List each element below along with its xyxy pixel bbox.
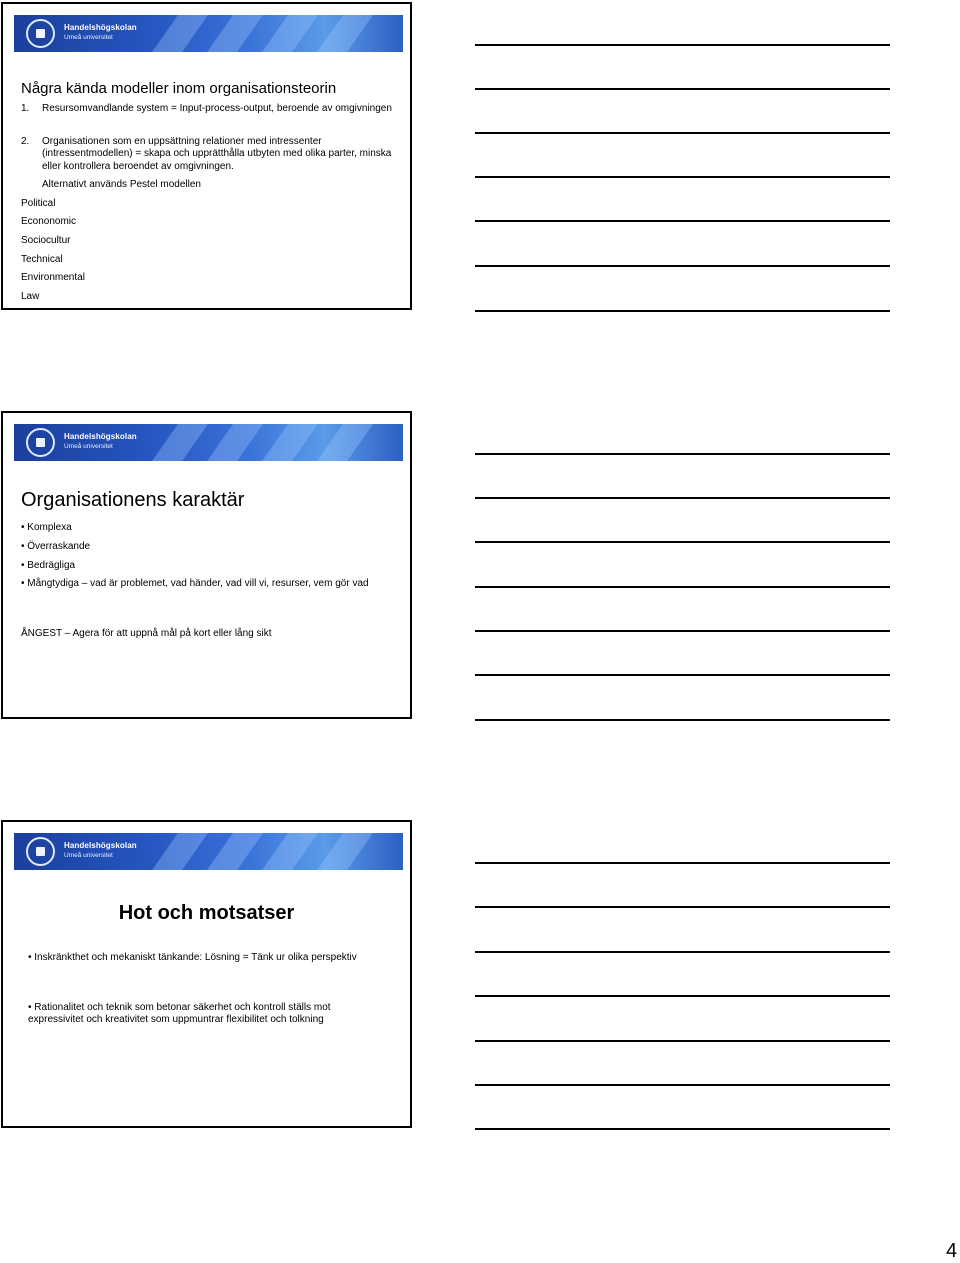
- list-item: Resursomvandlande system = Input-process-output, beroende av omgivningen: [42, 103, 392, 114]
- brand-subtitle: Umeå universitet: [64, 443, 113, 450]
- note-line: [475, 630, 890, 632]
- brand-name: Handelshögskolan: [64, 841, 137, 850]
- note-line: [475, 220, 890, 222]
- note-line: [475, 1084, 890, 1086]
- brand-subtitle: Umeå universitet: [64, 852, 113, 859]
- slide-1: [1, 2, 412, 310]
- note-line: [475, 44, 890, 46]
- pestel-item: Sociocultur: [21, 235, 71, 246]
- university-banner: [14, 15, 403, 52]
- note-line: [475, 132, 890, 134]
- note-line: [475, 719, 890, 721]
- pestel-item: Econonomic: [21, 216, 77, 227]
- note-line: [475, 310, 890, 312]
- note-line: [475, 1040, 890, 1042]
- university-seal-icon: [26, 837, 55, 866]
- page-number: 4: [946, 1240, 958, 1262]
- note-line: [475, 586, 890, 588]
- slide-title: Hot och motsatser: [118, 902, 295, 924]
- pestel-item: Technical: [21, 254, 63, 265]
- bullet-item: • Överraskande: [21, 541, 91, 552]
- university-seal-icon: [26, 19, 55, 48]
- university-seal-icon: [26, 428, 55, 457]
- note-line: [475, 265, 890, 267]
- pestel-item: Political: [21, 198, 56, 209]
- note-line: [475, 906, 890, 908]
- bullet-item: • Mångtydiga – vad är problemet, vad händer, vad vill vi, resurser, vem gör vad: [21, 578, 369, 589]
- note-line: [475, 951, 890, 953]
- note-line: [475, 862, 890, 864]
- brand-name: Handelshögskolan: [64, 23, 137, 32]
- bullet-item: • Bedrägliga: [21, 560, 76, 571]
- bullet-item: • Komplexa: [21, 522, 72, 533]
- slide-3: [1, 820, 412, 1128]
- university-banner: [14, 833, 403, 870]
- note-line: [475, 453, 890, 455]
- note-line: [475, 176, 890, 178]
- pestel-item: Environmental: [21, 272, 85, 283]
- note-line: [475, 1128, 890, 1130]
- note-line: [475, 88, 890, 90]
- bullet-item: • Rationalitet och teknik som betonar säkerhet och kontroll ställs mot expressivitet och kreativitet som uppmuntrar flexibilitet och tolkning: [28, 1002, 331, 1026]
- list-number: 1.: [21, 103, 30, 114]
- slide-title: Organisationens karaktär: [21, 489, 245, 511]
- slide-note: ÅNGEST – Agera för att uppnå mål på kort eller lång sikt: [21, 628, 272, 639]
- sub-heading: Alternativt används Pestel modellen: [42, 179, 201, 190]
- list-item: Organisationen som en uppsättning relationer med intressenter (intressentmodellen) = skapa och upprätthålla utbyten med olika parter, minska eller kontrollera beroendet av omgivningen.: [42, 136, 392, 172]
- pestel-item: Law: [21, 291, 40, 302]
- slide-2: [1, 411, 412, 719]
- brand-name: Handelshögskolan: [64, 432, 137, 441]
- list-number: 2.: [21, 136, 30, 147]
- note-line: [475, 995, 890, 997]
- university-banner: [14, 424, 403, 461]
- note-line: [475, 674, 890, 676]
- brand-subtitle: Umeå universitet: [64, 34, 113, 41]
- bullet-item: • Inskränkthet och mekaniskt tänkande: Lösning = Tänk ur olika perspektiv: [28, 952, 357, 963]
- note-line: [475, 497, 890, 499]
- note-line: [475, 541, 890, 543]
- slide-title: Några kända modeller inom organisationsteorin: [21, 80, 337, 97]
